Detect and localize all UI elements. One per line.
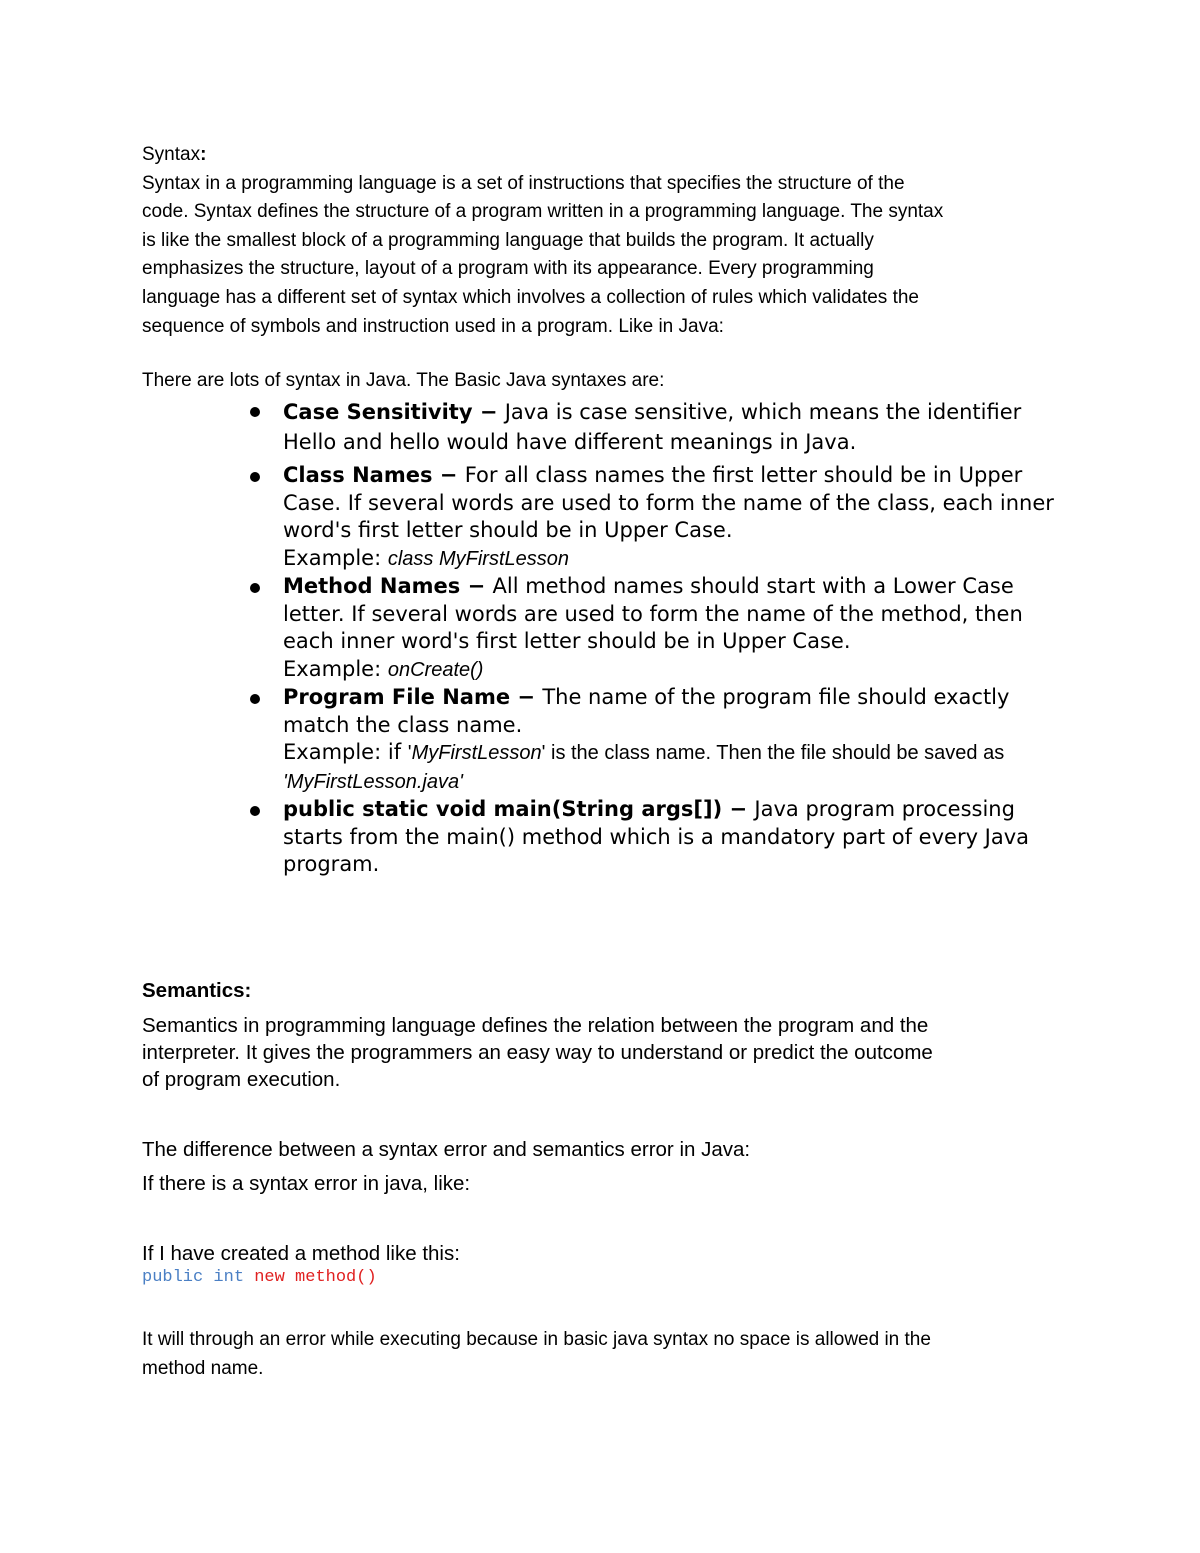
code-keyword: public	[142, 1268, 204, 1287]
conclusion-paragraph	[142, 1326, 1062, 1383]
syntax-paragraph-line: emphasizes the structure, layout of a program with its appearance. Every programming	[142, 258, 874, 280]
syntax-paragraph-line: language has a different set of syntax which involves a collection of rules which validates the	[142, 286, 919, 308]
code-keyword: new	[254, 1268, 285, 1287]
semantics-paragraph-line: interpreter. It gives the programmers an easy way to understand or predict the outcome	[142, 1041, 933, 1064]
conclusion-line: method name.	[142, 1357, 264, 1379]
syntax-intro: There are lots of syntax in Java. The Basic Java syntaxes are:	[142, 370, 665, 391]
code-sample	[142, 1266, 1062, 1290]
list-item: Class Names − For all class names the first letter should be in Upper Case. If several words are used to form the name of the class, each inner word's first letter should be in Upper Case. Example: class MyFirstLesson	[248, 462, 1068, 573]
syntax-paragraph-line: Syntax in a programming language is a set of instructions that specifies the structure of the	[142, 172, 905, 194]
bullet-icon	[250, 407, 260, 417]
bullet-icon	[250, 472, 260, 482]
semantics-paragraph	[142, 1012, 1062, 1093]
list-item: Case Sensitivity − Java is case sensitive, which means the identifier Hello and hello would have different meanings in Java.	[248, 397, 1068, 457]
semantics-paragraph-line: of program execution.	[142, 1068, 341, 1091]
syntax-heading: Syntax:	[142, 144, 207, 165]
java-syntax-list	[248, 397, 1068, 879]
bullet-icon	[250, 694, 260, 704]
list-item: Method Names − All method names should start with a Lower Case letter. If several words are used to form the name of the method, then each inner word's first letter should be in Upper Case. Example: onCreate()	[248, 573, 1068, 684]
difference-heading: The difference between a syntax error and semantics error in Java:	[142, 1138, 751, 1161]
syntax-paragraph-line: is like the smallest block of a programming language that builds the program. It actually	[142, 229, 874, 251]
syntax-error-intro: If there is a syntax error in java, like:	[142, 1172, 471, 1195]
conclusion-line: It will through an error while executing because in basic java syntax no space is allowed in the	[142, 1329, 931, 1350]
syntax-section	[142, 141, 1062, 341]
list-item: Program File Name − The name of the program file should exactly match the class name. Example: if 'MyFirstLesson' is the class name. Then the file should be saved as 'MyFirstLesson.java'	[248, 684, 1068, 796]
bullet-icon	[250, 583, 260, 593]
semantics-paragraph-line: Semantics in programming language defines the relation between the program and the	[142, 1014, 929, 1037]
bullet-icon	[250, 806, 260, 816]
semantics-heading: Semantics:	[142, 979, 252, 1002]
syntax-paragraph-line: sequence of symbols and instruction used in a program. Like in Java:	[142, 315, 724, 337]
list-item: public static void main(String args[]) − Java program processing starts from the main() method which is a mandatory part of every Java program.	[248, 796, 1068, 879]
method-intro: If I have created a method like this:	[142, 1242, 460, 1265]
syntax-paragraph-line: code. Syntax defines the structure of a program written in a programming language. The syntax	[142, 201, 944, 223]
code-keyword: int	[213, 1268, 245, 1287]
code-method-name: method()	[295, 1268, 377, 1287]
